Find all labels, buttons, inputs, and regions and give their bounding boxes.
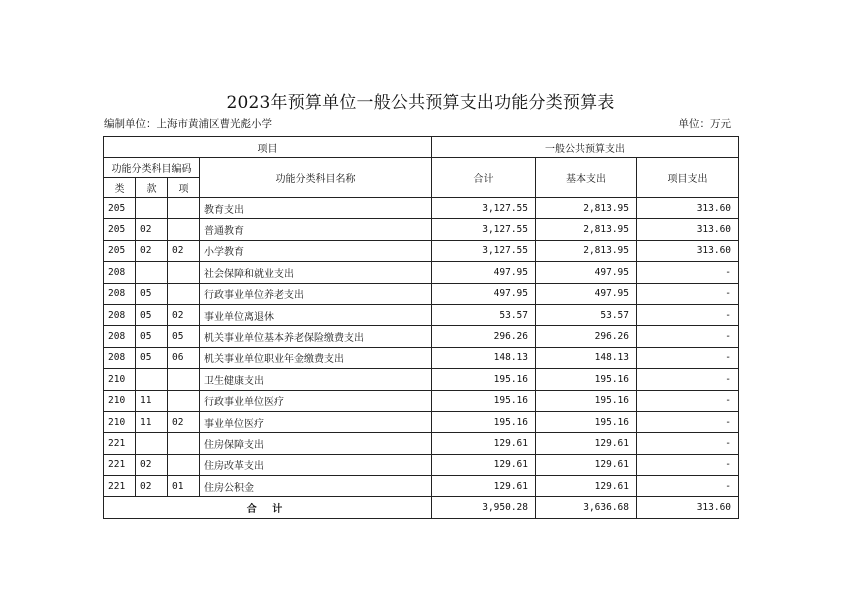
amount-total: 129.61	[432, 454, 536, 475]
code-lei: 221	[104, 454, 136, 475]
code-lei: 205	[104, 198, 136, 219]
code-lei: 208	[104, 283, 136, 304]
code-kuan: 02	[136, 219, 168, 240]
table-row	[104, 326, 739, 347]
org-label: 编制单位：上海市黄浦区曹光彪小学	[104, 118, 272, 130]
table-row	[104, 454, 739, 475]
func-name: 行政事业单位养老支出	[200, 283, 432, 304]
code-lei: 210	[104, 369, 136, 390]
amount-basic: 129.61	[536, 454, 637, 475]
code-xiang: 02	[168, 411, 200, 432]
code-kuan: 05	[136, 326, 168, 347]
total-row	[104, 497, 739, 518]
total-basic: 3,636.68	[536, 497, 637, 518]
total-label: 合 计	[104, 497, 432, 518]
amount-project: -	[637, 283, 739, 304]
code-xiang	[168, 390, 200, 411]
code-lei: 208	[104, 304, 136, 325]
amount-total: 129.61	[432, 476, 536, 497]
amount-total: 195.16	[432, 411, 536, 432]
header-func-name: 功能分类科目名称	[200, 158, 432, 198]
amount-project: -	[637, 369, 739, 390]
header-item: 项目	[104, 137, 432, 158]
amount-total: 3,127.55	[432, 219, 536, 240]
code-kuan	[136, 433, 168, 454]
code-xiang	[168, 433, 200, 454]
code-kuan	[136, 262, 168, 283]
func-name: 机关事业单位基本养老保险缴费支出	[200, 326, 432, 347]
table-row	[104, 219, 739, 240]
amount-total: 195.16	[432, 369, 536, 390]
func-name: 事业单位离退休	[200, 304, 432, 325]
table-row	[104, 198, 739, 219]
code-kuan: 02	[136, 476, 168, 497]
amount-project: 313.60	[637, 219, 739, 240]
amount-basic: 2,813.95	[536, 219, 637, 240]
func-name: 小学教育	[200, 240, 432, 261]
table-row	[104, 283, 739, 304]
table-row	[104, 304, 739, 325]
table-row	[104, 476, 739, 497]
code-xiang	[168, 369, 200, 390]
header-basic: 基本支出	[536, 158, 637, 198]
header-total: 合计	[432, 158, 536, 198]
code-lei: 208	[104, 262, 136, 283]
func-name: 住房改革支出	[200, 454, 432, 475]
code-kuan: 11	[136, 390, 168, 411]
total-amount: 3,950.28	[432, 497, 536, 518]
amount-total: 497.95	[432, 262, 536, 283]
code-lei: 210	[104, 411, 136, 432]
amount-project: -	[637, 411, 739, 432]
code-kuan: 02	[136, 240, 168, 261]
code-kuan	[136, 369, 168, 390]
amount-project: -	[637, 262, 739, 283]
amount-basic: 129.61	[536, 476, 637, 497]
code-xiang: 02	[168, 240, 200, 261]
code-xiang: 05	[168, 326, 200, 347]
amount-total: 3,127.55	[432, 240, 536, 261]
code-kuan: 11	[136, 411, 168, 432]
table-row	[104, 369, 739, 390]
header-project: 项目支出	[637, 158, 739, 198]
header-lei: 类	[104, 178, 136, 198]
func-name: 卫生健康支出	[200, 369, 432, 390]
amount-project: -	[637, 326, 739, 347]
code-kuan: 05	[136, 283, 168, 304]
func-name: 事业单位医疗	[200, 411, 432, 432]
code-kuan: 02	[136, 454, 168, 475]
code-lei: 210	[104, 390, 136, 411]
code-kuan	[136, 198, 168, 219]
amount-project: -	[637, 304, 739, 325]
amount-basic: 129.61	[536, 433, 637, 454]
func-name: 社会保障和就业支出	[200, 262, 432, 283]
table-row	[104, 347, 739, 368]
amount-project: -	[637, 476, 739, 497]
amount-basic: 2,813.95	[536, 240, 637, 261]
func-name: 普通教育	[200, 219, 432, 240]
code-xiang: 06	[168, 347, 200, 368]
amount-project: 313.60	[637, 198, 739, 219]
code-lei: 208	[104, 326, 136, 347]
table-row	[104, 411, 739, 432]
amount-project: -	[637, 454, 739, 475]
amount-total: 3,127.55	[432, 198, 536, 219]
amount-total: 195.16	[432, 390, 536, 411]
amount-project: -	[637, 433, 739, 454]
func-name: 住房保障支出	[200, 433, 432, 454]
code-kuan: 05	[136, 347, 168, 368]
func-name: 住房公积金	[200, 476, 432, 497]
header-general-budget: 一般公共预算支出	[432, 137, 739, 158]
amount-project: -	[637, 347, 739, 368]
code-lei: 221	[104, 433, 136, 454]
amount-total: 296.26	[432, 326, 536, 347]
amount-basic: 497.95	[536, 283, 637, 304]
amount-basic: 195.16	[536, 390, 637, 411]
amount-basic: 296.26	[536, 326, 637, 347]
code-lei: 208	[104, 347, 136, 368]
budget-table	[103, 136, 739, 519]
amount-basic: 148.13	[536, 347, 637, 368]
amount-project: -	[637, 390, 739, 411]
code-xiang	[168, 198, 200, 219]
code-xiang	[168, 262, 200, 283]
unit-label: 单位：万元	[678, 118, 731, 130]
amount-basic: 497.95	[536, 262, 637, 283]
amount-basic: 2,813.95	[536, 198, 637, 219]
amount-project: 313.60	[637, 240, 739, 261]
header-kuan: 款	[136, 178, 168, 198]
amount-total: 148.13	[432, 347, 536, 368]
table-row	[104, 433, 739, 454]
header-xiang: 项	[168, 178, 200, 198]
code-lei: 221	[104, 476, 136, 497]
amount-total: 497.95	[432, 283, 536, 304]
code-xiang	[168, 454, 200, 475]
func-name: 机关事业单位职业年金缴费支出	[200, 347, 432, 368]
page-title: 2023年预算单位一般公共预算支出功能分类预算表	[226, 93, 615, 113]
amount-total: 129.61	[432, 433, 536, 454]
table-row	[104, 240, 739, 261]
table-row	[104, 262, 739, 283]
amount-basic: 195.16	[536, 369, 637, 390]
amount-basic: 53.57	[536, 304, 637, 325]
code-lei: 205	[104, 219, 136, 240]
code-lei: 205	[104, 240, 136, 261]
header-func-code: 功能分类科目编码	[104, 158, 200, 178]
code-xiang: 01	[168, 476, 200, 497]
func-name: 教育支出	[200, 198, 432, 219]
code-xiang	[168, 283, 200, 304]
table-row	[104, 390, 739, 411]
amount-basic: 195.16	[536, 411, 637, 432]
amount-total: 53.57	[432, 304, 536, 325]
code-xiang: 02	[168, 304, 200, 325]
code-kuan: 05	[136, 304, 168, 325]
func-name: 行政事业单位医疗	[200, 390, 432, 411]
total-project: 313.60	[637, 497, 739, 518]
code-xiang	[168, 219, 200, 240]
